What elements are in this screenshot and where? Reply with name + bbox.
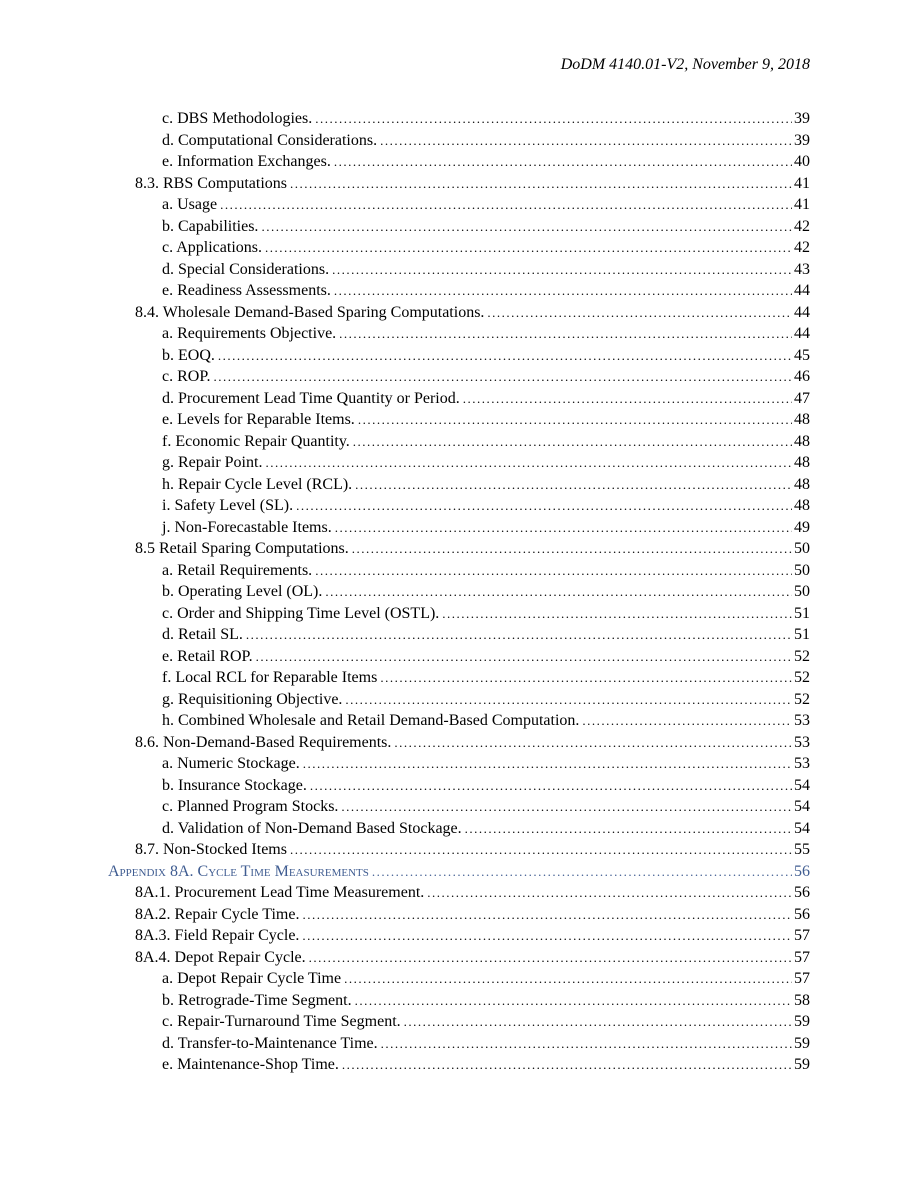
toc-entry-label: c. Planned Program Stocks. <box>162 798 339 815</box>
toc-entry-label: a. Depot Repair Cycle Time <box>162 970 342 987</box>
dot-leader <box>334 151 792 173</box>
dot-leader <box>246 624 792 646</box>
toc-entry-label: c. Applications. <box>162 239 262 256</box>
toc-page-number: 50 <box>794 540 810 557</box>
dot-leader <box>358 409 792 431</box>
toc-entry[interactable] <box>162 259 810 281</box>
toc-entry-label: g. Repair Point. <box>162 454 263 471</box>
toc-entry[interactable] <box>162 1011 810 1033</box>
toc-entry[interactable] <box>135 732 810 754</box>
toc-entry[interactable] <box>162 237 810 259</box>
toc-entry[interactable] <box>162 216 810 238</box>
toc-entry[interactable] <box>162 452 810 474</box>
toc-entry-label: 8A.1. Procurement Lead Time Measurement. <box>135 884 425 901</box>
dot-leader <box>256 646 792 668</box>
toc-entry-label: d. Validation of Non-Demand Based Stockage. <box>162 819 462 837</box>
toc-entry[interactable] <box>135 925 810 947</box>
toc-entry-label: i. Safety Level (SL). <box>162 497 294 514</box>
toc-entry-label: f. Economic Repair Quantity. <box>162 432 350 450</box>
toc-entry[interactable] <box>162 517 810 539</box>
toc-entry[interactable] <box>162 968 810 990</box>
dot-leader <box>310 775 792 797</box>
toc-entry-label: e. Maintenance-Shop Time. <box>162 1056 339 1073</box>
toc-page-number: 41 <box>794 174 810 192</box>
toc-page-number: 51 <box>794 604 810 622</box>
toc-entry-label: a. Retail Requirements. <box>162 561 313 579</box>
toc-entry[interactable] <box>162 624 810 646</box>
dot-leader <box>352 538 792 560</box>
dot-leader <box>372 861 792 883</box>
toc-appendix-entry[interactable] <box>108 861 810 883</box>
dot-leader <box>296 495 792 517</box>
toc-page-number: 54 <box>794 798 810 815</box>
dot-leader <box>302 925 792 947</box>
toc-entry[interactable] <box>162 323 810 345</box>
dot-leader <box>465 818 792 840</box>
toc-page-number: 52 <box>794 669 810 686</box>
toc-page-number: 59 <box>794 1056 810 1073</box>
toc-entry-label: d. Transfer-to-Maintenance Time. <box>162 1034 378 1052</box>
toc-entry[interactable] <box>135 947 810 969</box>
toc-page-number: 57 <box>794 948 810 966</box>
toc-entry-label: 8A.2. Repair Cycle Time. <box>135 905 300 923</box>
toc-page-number: 44 <box>794 303 810 321</box>
dot-leader <box>463 388 792 410</box>
toc-entry[interactable] <box>162 194 810 216</box>
dot-leader <box>355 474 792 496</box>
toc-entry[interactable] <box>162 646 810 668</box>
toc-entry[interactable] <box>162 818 810 840</box>
toc-entry-label: c. Order and Shipping Time Level (OSTL). <box>162 604 440 622</box>
toc-entry-label: e. Levels for Reparable Items. <box>162 411 355 428</box>
toc-page-number: 48 <box>794 454 810 471</box>
dot-leader <box>213 366 792 388</box>
toc-entry[interactable] <box>162 1054 810 1076</box>
toc-entry-label: h. Repair Cycle Level (RCL). <box>162 475 353 493</box>
toc-page-number: 43 <box>794 260 810 278</box>
toc-page-number: 39 <box>794 110 810 127</box>
dot-leader <box>315 560 792 582</box>
toc-entry-label: c. Repair-Turnaround Time Segment. <box>162 1013 401 1030</box>
toc-page-number: 50 <box>794 561 810 579</box>
toc-entry-label: f. Local RCL for Reparable Items <box>162 669 378 686</box>
toc-entry[interactable] <box>162 1033 810 1055</box>
toc-entry-label: a. Numeric Stockage. <box>162 755 300 772</box>
toc-entry[interactable] <box>162 710 810 732</box>
dot-leader <box>582 710 792 732</box>
dot-leader <box>290 173 792 195</box>
toc-entry-label: b. EOQ. <box>162 346 215 364</box>
toc-entry[interactable] <box>162 603 810 625</box>
toc-entry[interactable] <box>162 280 810 302</box>
dot-leader <box>380 130 792 152</box>
toc-page-number: 54 <box>794 776 810 794</box>
toc-page-number: 44 <box>794 325 810 342</box>
toc-entry-label: 8A.4. Depot Repair Cycle. <box>135 948 306 966</box>
dot-leader <box>342 1054 792 1076</box>
toc-entry-label: g. Requisitioning Objective. <box>162 690 343 708</box>
toc-page-number: 40 <box>794 153 810 170</box>
toc-page-number: 52 <box>794 690 810 708</box>
toc-entry[interactable] <box>162 495 810 517</box>
toc-entry[interactable] <box>162 474 810 496</box>
toc-page-number: 46 <box>794 368 810 385</box>
toc-page-number: 59 <box>794 1034 810 1052</box>
dot-leader <box>380 667 792 689</box>
toc-entry-label: a. Usage <box>162 196 218 213</box>
toc-entry-label: d. Procurement Lead Time Quantity or Period. <box>162 389 460 407</box>
dot-leader <box>265 452 792 474</box>
toc-page-number: 55 <box>794 841 810 858</box>
toc-entry[interactable] <box>162 431 810 453</box>
toc-entry[interactable] <box>162 796 810 818</box>
toc-entry[interactable] <box>162 990 810 1012</box>
toc-entry-label: d. Special Considerations. <box>162 260 330 278</box>
toc-page-number: 48 <box>794 475 810 493</box>
dot-leader <box>332 259 792 281</box>
toc-entry-label: a. Requirements Objective. <box>162 325 337 342</box>
dot-leader <box>335 517 792 539</box>
toc-page-number: 45 <box>794 346 810 364</box>
toc-entry-label: e. Retail ROP. <box>162 647 253 665</box>
toc-page-number: 53 <box>794 755 810 772</box>
toc-entry-label: b. Operating Level (OL). <box>162 583 323 600</box>
toc-page-number: 52 <box>794 647 810 665</box>
toc-entry[interactable] <box>162 689 810 711</box>
toc-page-number: 54 <box>794 819 810 837</box>
dot-leader <box>290 839 792 861</box>
toc-page-number: 41 <box>794 196 810 213</box>
toc-entry-label: c. DBS Methodologies. <box>162 110 313 127</box>
page-header: DoDM 4140.01-V2, November 9, 2018 <box>560 56 810 73</box>
dot-leader <box>355 990 792 1012</box>
dot-leader <box>220 194 792 216</box>
toc-entry[interactable] <box>162 581 810 603</box>
toc-entry[interactable] <box>162 560 810 582</box>
dot-leader <box>394 732 792 754</box>
toc-page-number: 48 <box>794 432 810 450</box>
dot-leader <box>344 968 792 990</box>
dot-leader <box>353 431 792 453</box>
toc-page-number: 56 <box>794 905 810 923</box>
toc-entry[interactable] <box>135 904 810 926</box>
toc-entry[interactable] <box>135 538 810 560</box>
toc-entry[interactable] <box>135 882 810 904</box>
dot-leader <box>404 1011 792 1033</box>
toc-entry-label: h. Combined Wholesale and Retail Demand-Based Computation. <box>162 712 580 729</box>
toc-entry[interactable] <box>162 388 810 410</box>
toc-entry-label: d. Computational Considerations. <box>162 131 378 149</box>
toc-entry-label: e. Readiness Assessments. <box>162 282 331 299</box>
toc-page-number: 56 <box>794 884 810 901</box>
toc-entry-label: j. Non-Forecastable Items. <box>162 518 332 536</box>
dot-leader <box>325 581 792 603</box>
toc-entry-label: d. Retail SL. <box>162 626 243 643</box>
toc-entry[interactable] <box>135 173 810 195</box>
toc-entry[interactable] <box>162 108 810 130</box>
dot-leader <box>345 689 792 711</box>
toc-entry-label: 8.6. Non-Demand-Based Requirements. <box>135 733 392 751</box>
toc-page-number: 53 <box>794 712 810 729</box>
toc-entry-label: 8.4. Wholesale Demand-Based Sparing Computations. <box>135 303 485 321</box>
dot-leader <box>315 108 792 130</box>
toc-page-number: 58 <box>794 991 810 1009</box>
toc-entry[interactable] <box>162 775 810 797</box>
dot-leader <box>303 753 792 775</box>
toc-entry-label: e. Information Exchanges. <box>162 153 331 170</box>
toc-entry[interactable] <box>135 302 810 324</box>
toc-page-number: 42 <box>794 217 810 235</box>
toc-entry[interactable] <box>162 130 810 152</box>
toc-page-number: 57 <box>794 927 810 944</box>
toc-page-number: 42 <box>794 239 810 256</box>
dot-leader <box>341 796 792 818</box>
dot-leader <box>487 302 792 324</box>
toc-page-number: 48 <box>794 411 810 428</box>
toc-page-number: 59 <box>794 1013 810 1030</box>
toc-entry-label: 8.7. Non-Stocked Items <box>135 841 287 858</box>
toc-entry-label: 8.3. RBS Computations <box>135 174 288 192</box>
toc-entry-label: b. Capabilities. <box>162 217 259 235</box>
toc-page-number: 44 <box>794 282 810 299</box>
toc-entry[interactable] <box>135 839 810 861</box>
toc-page-number: 48 <box>794 497 810 514</box>
dot-leader <box>339 323 792 345</box>
toc-page-number: 56 <box>794 862 810 880</box>
toc-page-number: 49 <box>794 518 810 536</box>
toc-entry[interactable] <box>162 345 810 367</box>
toc-entry[interactable] <box>162 151 810 173</box>
toc-entry[interactable] <box>162 667 810 689</box>
dot-leader <box>427 882 792 904</box>
toc-entry-label: 8.5 Retail Sparing Computations. <box>135 540 349 557</box>
dot-leader <box>309 947 792 969</box>
toc-entry-label: b. Insurance Stockage. <box>162 776 307 794</box>
toc-page-number: 51 <box>794 626 810 643</box>
dot-leader <box>302 904 792 926</box>
dot-leader <box>265 237 792 259</box>
toc-page-number: 50 <box>794 583 810 600</box>
toc-page-number: 39 <box>794 131 810 149</box>
toc-page-number: 57 <box>794 970 810 987</box>
toc-entry-label: Appendix 8A. Cycle Time Measurements <box>108 862 369 880</box>
dot-leader <box>261 216 792 238</box>
toc-entry-label: c. ROP. <box>162 368 211 385</box>
toc-entry-label: b. Retrograde-Time Segment. <box>162 991 352 1009</box>
toc-entry[interactable] <box>162 366 810 388</box>
toc-page-number: 47 <box>794 389 810 407</box>
dot-leader <box>442 603 792 625</box>
toc-entry[interactable] <box>162 409 810 431</box>
dot-leader <box>218 345 792 367</box>
toc-entry-label: 8A.3. Field Repair Cycle. <box>135 927 300 944</box>
toc-page-number: 53 <box>794 733 810 751</box>
toc-entry[interactable] <box>162 753 810 775</box>
dot-leader <box>334 280 792 302</box>
dot-leader <box>381 1033 792 1055</box>
